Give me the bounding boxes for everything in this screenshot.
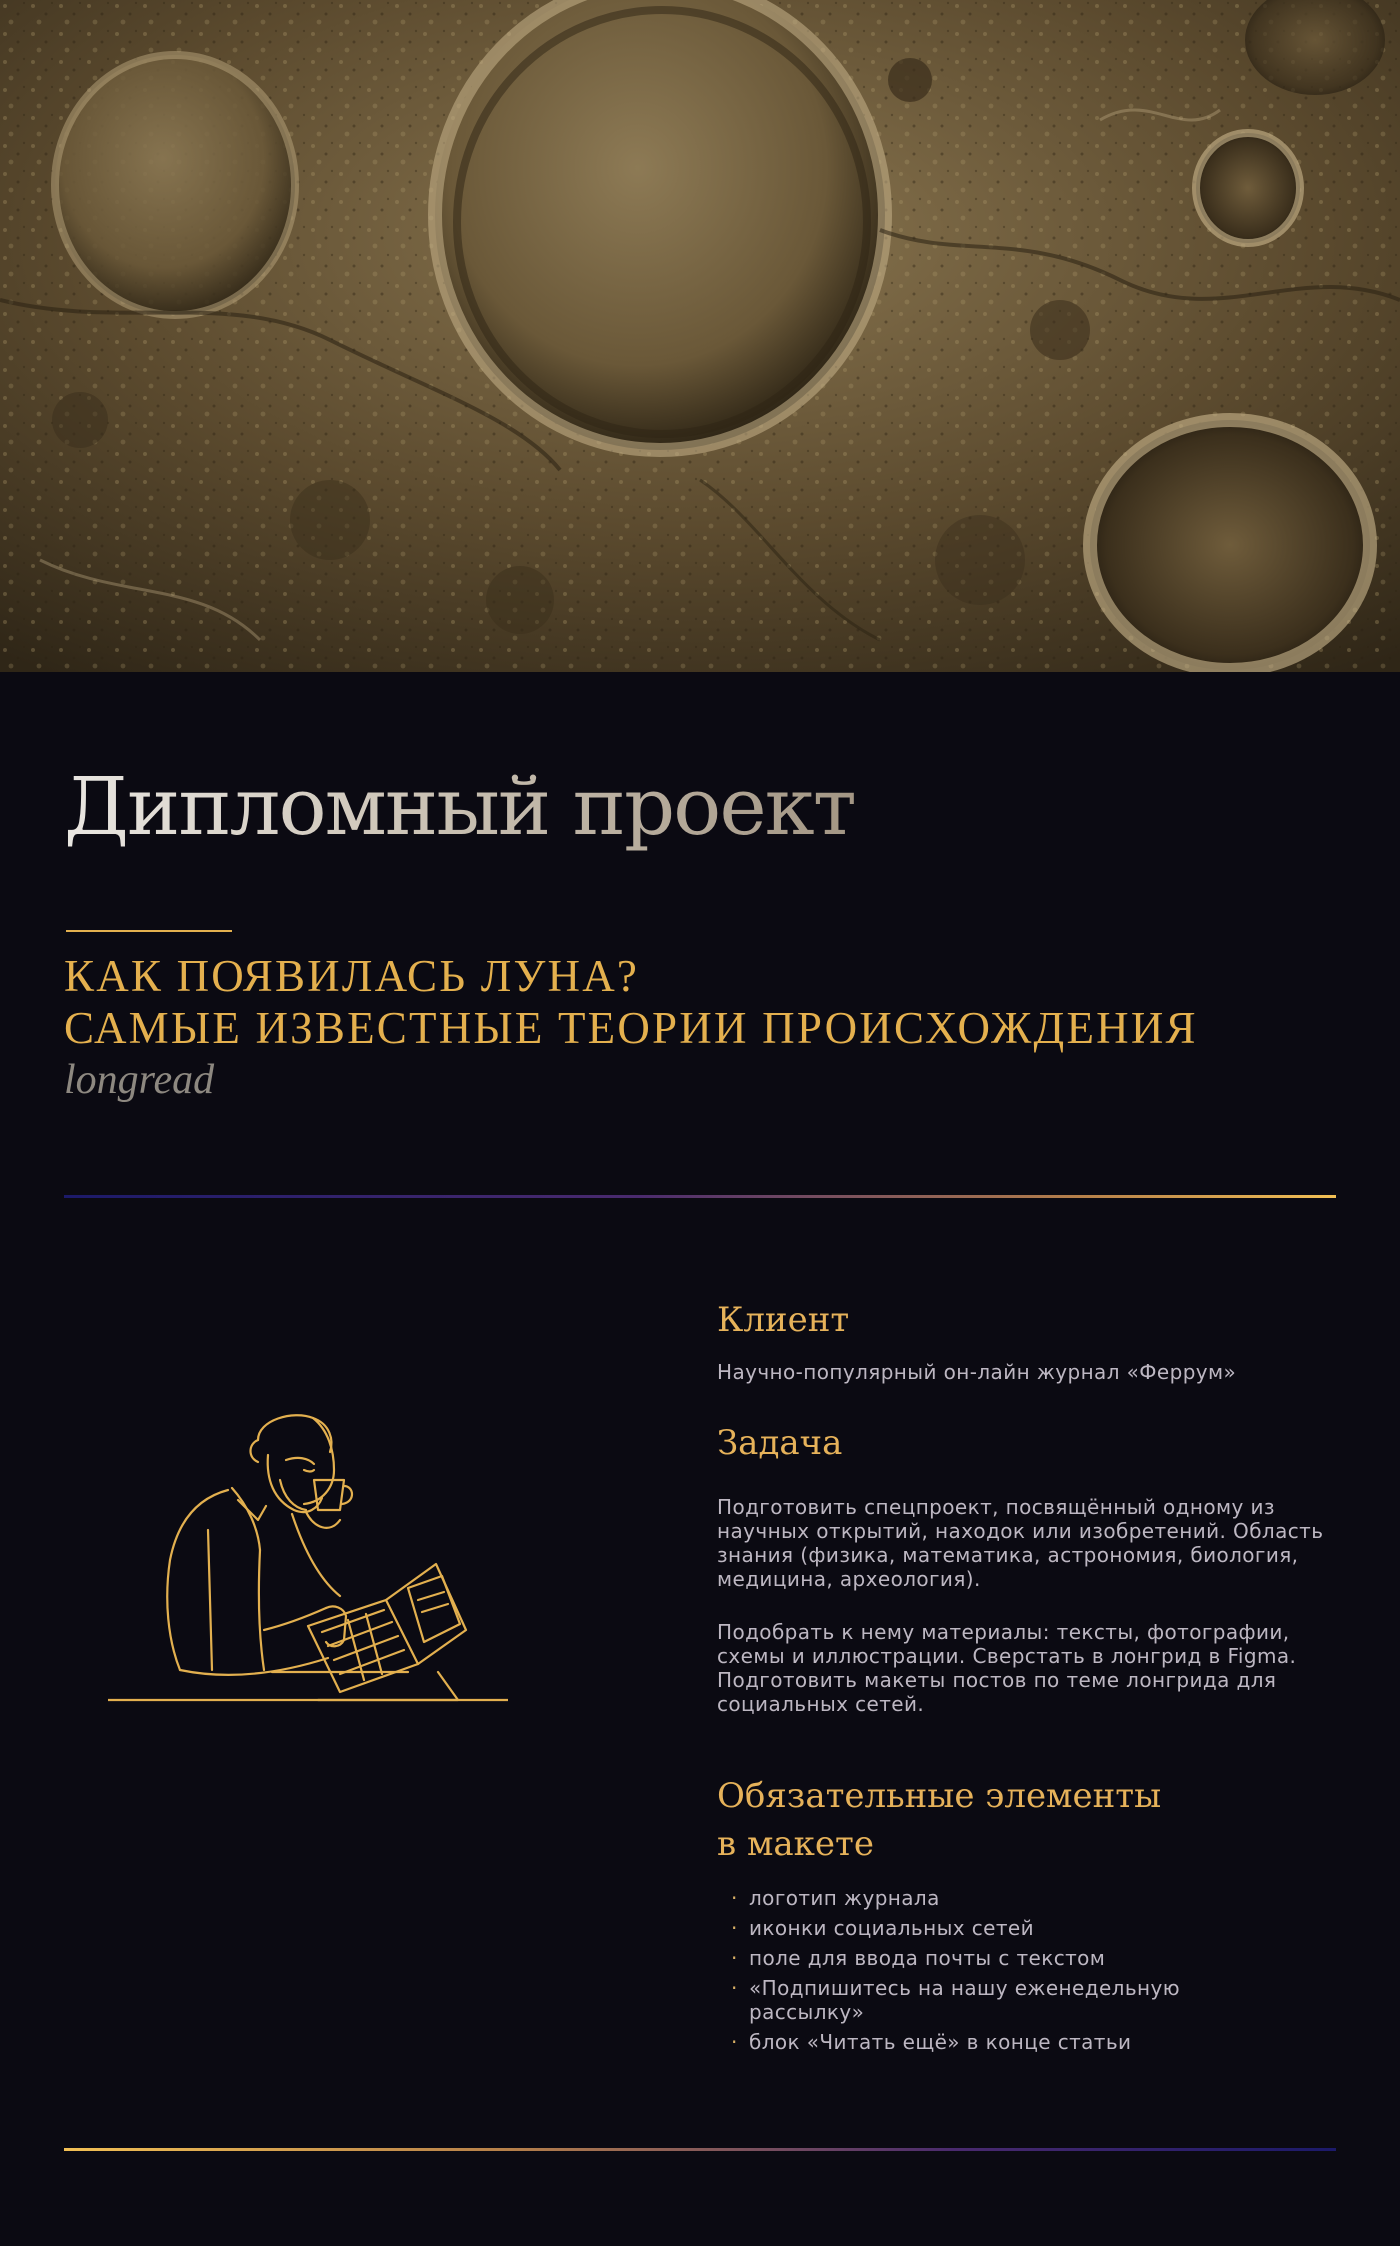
subtitle-line-1: КАК ПОЯВИЛАСЬ ЛУНА? (64, 951, 640, 1001)
subtitle-line-2: САМЫЕ ИЗВЕСТНЫЕ ТЕОРИИ ПРОИСХОЖДЕНИЯ (64, 1003, 1198, 1053)
task-paragraph-2: Подобрать к нему материалы: тексты, фотографии, схемы и иллюстрации. Сверстать в лонгрид в Figma. Подготовить макеты постов по теме лонгрида для социальных сетей. (717, 1620, 1297, 1716)
genre-label: longread (64, 1057, 215, 1103)
page-title: Дипломный проект (64, 760, 855, 853)
task-paragraph-1: Подготовить спецпроект, посвящённый одному из научных открытий, находок или изобретений. Область знания (физика, математика, астрономия, биология, медицина, археология). (717, 1495, 1324, 1591)
list-item: · логотип журнала (731, 1886, 1291, 1910)
requirements-heading (717, 1772, 1337, 1868)
task-heading: Задача (717, 1423, 843, 1463)
moon-surface-image (0, 0, 1400, 672)
list-item: · иконки социальных сетей (731, 1916, 1291, 1940)
list-item: · «Подпишитесь на нашу еженедельную рассылку» (731, 1976, 1291, 2024)
gradient-divider-top (64, 1195, 1336, 1198)
project-subtitle (64, 950, 1198, 1054)
client-text: Научно-популярный он-лайн журнал «Феррум» (717, 1360, 1237, 1384)
requirements-list (731, 1886, 1291, 2060)
man-with-coffee-laptop-icon (108, 1410, 508, 1770)
hero-moon-image (0, 0, 1400, 672)
list-item: · поле для ввода почты с текстом (731, 1946, 1291, 1970)
title-divider (66, 930, 232, 932)
requirements-heading-line-1: Обязательные элементы (717, 1776, 1162, 1816)
gradient-divider-bottom (64, 2148, 1336, 2151)
list-item: · блок «Читать ещё» в конце статьи (731, 2030, 1291, 2054)
requirements-heading-line-2: в макете (717, 1824, 874, 1864)
client-heading: Клиент (717, 1300, 850, 1340)
